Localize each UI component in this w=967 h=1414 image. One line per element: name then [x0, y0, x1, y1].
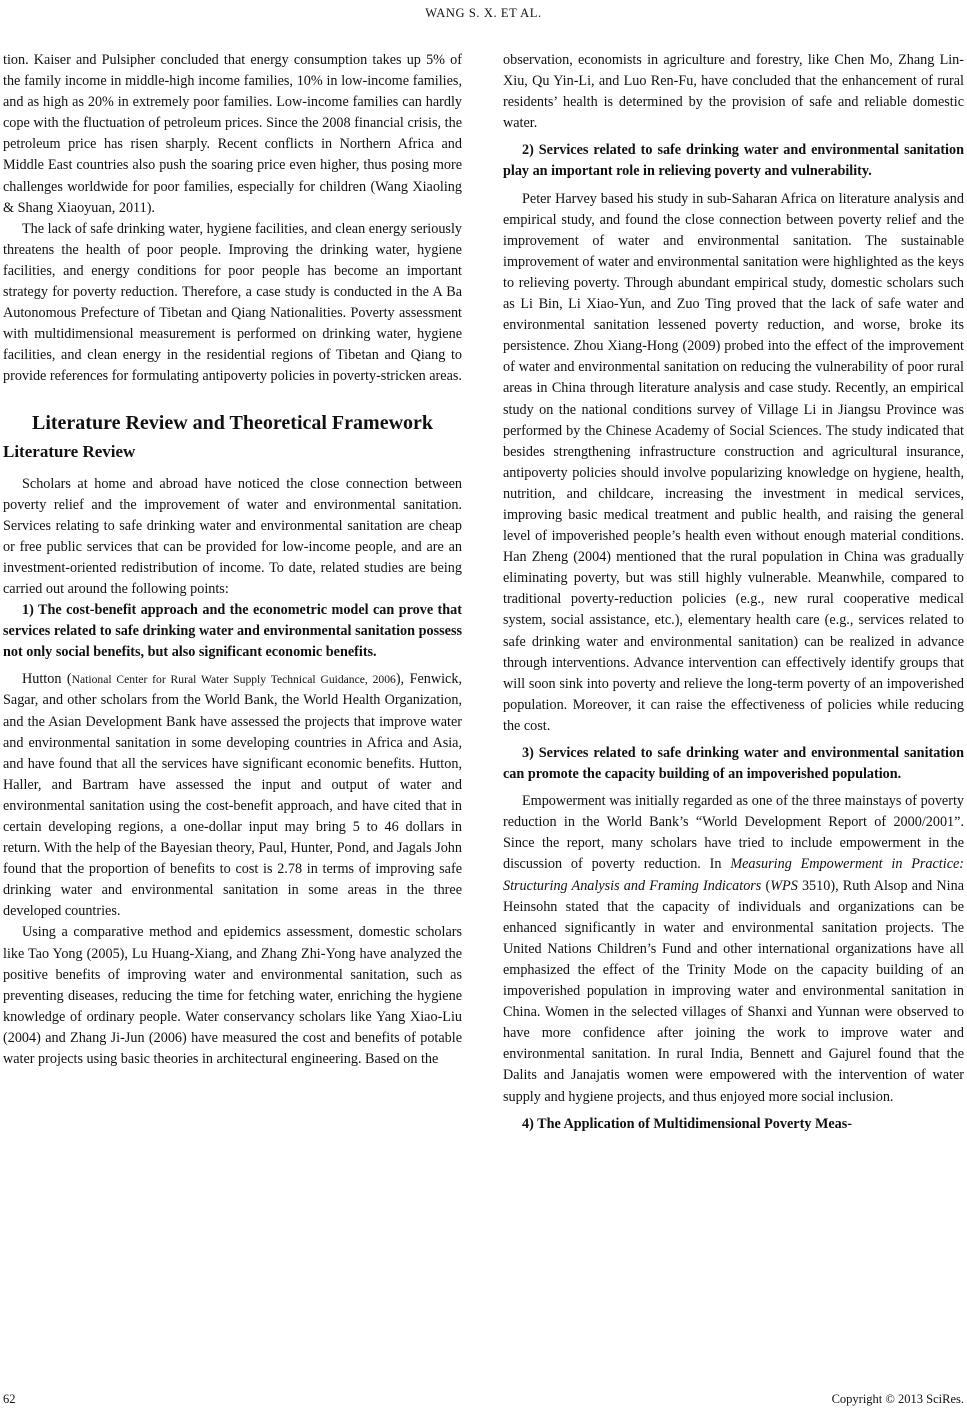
left-paragraph-5: Using a comparative method and epidemics assessment, domestic scholars like Tao Yong (2005), Lu Huang-Xiang, and Zhang Zhi-Yong have analyzed the positive benefits of improving water and environmental sanitation, such as preventing diseases, reducing the time for fetching water, enriching the hygiene knowledge of ordinary people. Water conservancy scholars like Yang Xiao-Liu (2004) and Zhang Ji-Jun (2006) have measured the cost and benefits of potable water projects using basic theories in architectural engineering. Based on the: [3, 924, 462, 1068]
point-3-heading: 3) Services related to safe drinking water and environmental sanitation can promote the capacity building of an impoverished population.: [503, 745, 964, 783]
copyright-notice: Copyright © 2013 SciRes.: [831, 1392, 964, 1406]
p3-book-title: Measuring Empowerment in Practice: Structuring Analysis and Framing Indicators: [503, 856, 965, 894]
left-paragraph-3: Scholars at home and abroad have noticed the close connection between poverty relief and the improvement of water and environmental sanitation. Services relating to safe drinking water and environmental sanitation are cheap or free public services that can be provided for low-income people, and are an investment-oriented redistribution of income. To date, related studies are being carried out around the following points:: [3, 475, 462, 597]
section-title: Literature Review and Theoretical Framework: [31, 411, 434, 434]
right-paragraph-3: [503, 791, 964, 1107]
left-paragraph-2: The lack of safe drinking water, hygiene facilities, and clean energy seriously threatens the health of poor people. Improving the drinking water, hygiene facilities, and energy conditions for poor people has become an important strategy for poverty reduction. Therefore, a case study is conducted in the A Ba Autonomous Prefecture of Tibetan and Qiang Nationalities. Poverty assessment with multidimensional measurement is performed on drinking water, hygiene facilities, and clean energy in the residential regions of Tibetan and Qiang to provide references for formulating antipoverty policies in poverty-stricken areas.: [3, 220, 462, 385]
right-column: [503, 50, 964, 1135]
p4-rest: ), Fenwick, Sagar, and other scholars from the World Bank, the World Health Organization, and the Asian Development Bank have assessed the projects that improve water and environmental sanitation in some developing countries in Africa and Asia, and have found that all the services have significant economic benefits. Hutton, Haller, and Bartram have assessed the input and output of water and environmental sanitation using the cost-benefit approach, and have cited that in certain developing regions, a one-dollar input may bring 5 to 46 dollars in return. With the help of the Bayesian theory, Paul, Hunter, Pond, and Jagals John found that the proportion of benefits to cost is 2.78 in terms of improving safe drinking water and environmental sanitation in some areas in the three developed countries.: [3, 671, 462, 920]
point-2-heading: 2) Services related to safe drinking water and environmental sanitation play an important role in relieving poverty and vulnerability.: [503, 142, 964, 180]
page-number: 62: [3, 1392, 16, 1406]
right-paragraph-1: observation, economists in agriculture and forestry, like Chen Mo, Zhang Lin-Xiu, Qu Yin-Li, and Luo Ren-Fu, have concluded that the enhancement of rural residents’ health is determined by the provision of safe and reliable domestic water.: [503, 52, 964, 132]
p4-start: Hutton (: [22, 671, 72, 688]
point-4-heading: 4) The Application of Multidimensional Poverty Meas-: [522, 1115, 852, 1132]
p3-part-c: 3510), Ruth Alsop and Nina Heinsohn stated that the capacity of individuals and organizations can be enhanced significantly in water and environmental sanitation projects. The United Nations Children’s Fund and other international organizations have all emphasized the effect of the Trinity Mode on the capacity building of an impoverished population in improving water and environmental sanitation in China. Women in the selected villages of Shanxi and Yunnan were observed to have more confidence after joining the work to improve water and environmental sanitation. In rural India, Bennett and Gajurel found that the Dalits and Janajatis women were empowered with the intervention of water supply and hygiene projects, and thus enjoyed more social inclusion.: [503, 877, 964, 1105]
left-paragraph-4: [3, 669, 462, 922]
right-paragraph-2: Peter Harvey based his study in sub-Saharan Africa on literature analysis and empirical study, and found the close connection between poverty relief and the improvement of water and environmental sanitation. The sustainable improvement of water and environmental sanitation were highlighted as the keys to relieving poverty. Through abundant empirical study, domestic scholars such as Li Bin, Li Xiao-Yun, and Zuo Ting proved that the lack of safe water and environmental sanitation lessened poverty reduction, and worse, broke its persistence. Zhou Xiang-Hong (2009) probed into the effect of the improvement of water and environmental sanitation on reducing the vulnerability of poor rural areas in China through literature analysis and case study. Recently, an empirical study on the national conditions survey of Village Li in Jiangsu Province was performed by the Chinese Academy of Social Sciences. The study indicated that besides strengthening infrastructure construction and agricultural insurance, antipoverty policies should involve popularizing knowledge on hygiene, health, nutrition, and childcare, increasing the investment in medical services, improving basic medical treatment and public health, and raising the general level of impoverished people’s health even without enough material conditions. Han Zheng (2004) mentioned that the rural population in China was gradually eliminating poverty, but was still highly vulnerable. Meanwhile, compared to traditional poverty-reduction policies (e.g., new rural cooperative medical system, social assistance, etc.), elementary health care (e.g., services related to safe drinking water and environmental sanitation) can be realized in advance through interventions. Advance intervention can effectively identify groups that will soon sink into poverty and relieve the long-term poverty of an impoverished population. Moreover, it can raise the effectiveness of policies while reducing the cost.: [503, 190, 964, 734]
subsection-title: Literature Review: [3, 441, 136, 461]
point-1-heading: 1) The cost-benefit approach and the econometric model can prove that services related to safe drinking water and environmental sanitation possess not only social benefits, but also significant economic benefits.: [3, 602, 462, 661]
p3-wps: WPS: [770, 877, 798, 894]
left-column: [3, 50, 462, 1070]
left-paragraph-1: tion. Kaiser and Pulsipher concluded that energy consumption takes up 5% of the family income in middle-high income families, 10% in low-income families, and as high as 20% in extremely poor families. Low-income families can hardly cope with the fluctuation of petroleum prices. Since the 2008 financial crisis, the petroleum price has risen sharply. Recent conflicts in Northern Africa and Middle East countries also push the soaring price even higher, thus posing more challenges worldwide for poor families, especially for children (Wang Xiaoling & Shang Xiaoyuan, 2011).: [3, 52, 462, 216]
p3-part-b: (: [761, 877, 771, 894]
p4-citation: National Center for Rural Water Supply Technical Guidance, 2006: [71, 673, 396, 687]
running-head: WANG S. X. ET AL.: [425, 6, 542, 20]
p3-part-a: Empowerment was initially regarded as one of the three mainstays of poverty reduction in the World Bank’s “World Development Report of 2000/2001”. Since the report, many scholars have tried to include empowerment in the discussion of poverty reduction. In: [503, 793, 964, 873]
